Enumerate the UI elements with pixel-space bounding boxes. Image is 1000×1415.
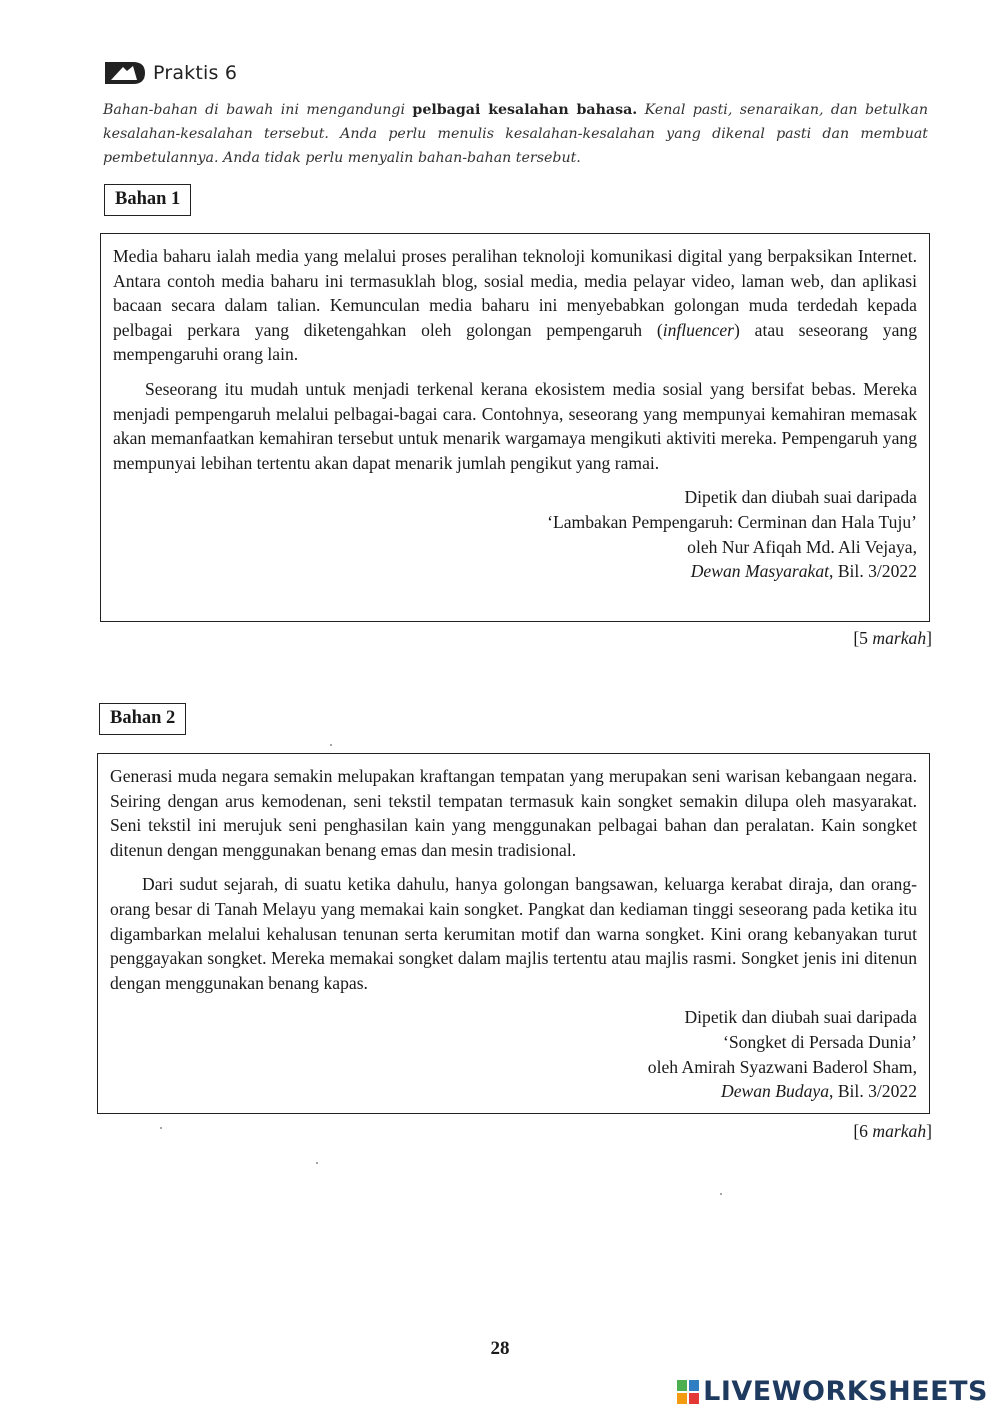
page-number: 28 <box>490 1338 510 1359</box>
bahan-2-label: Bahan 2 <box>99 703 186 735</box>
scan-speck <box>720 1193 722 1195</box>
bahan-2-marks-open: [6 <box>853 1121 873 1141</box>
bahan-1-source-line-3: oleh Nur Afiqah Md. Ali Vejaya, <box>687 536 917 557</box>
bahan-1-publication: Dewan Masyarakat <box>690 561 830 582</box>
bahan-1-source <box>113 485 917 583</box>
bahan-2-passage <box>97 753 930 1114</box>
section-title: Praktis 6 <box>153 62 238 84</box>
bahan-1-marks <box>853 628 932 649</box>
bahan-1-marks-word: markah <box>872 628 927 648</box>
bahan-2-source-line-2: ‘Songket di Persada Dunia’ <box>723 1031 917 1052</box>
scan-speck <box>160 1127 162 1129</box>
scan-speck <box>316 1162 318 1164</box>
bahan-1-passage <box>100 233 930 622</box>
bahan-1-p1-end: ) atau seseorang yang mempengaruhi orang lain. <box>113 319 917 365</box>
practice-badge-icon <box>103 58 147 88</box>
instruction-part-b: Kenal pasti, senaraikan, dan betulkan kesalahan-kesalahan tersebut. Anda perlu menulis kesalahan-kesalahan yang dikenal pasti dan membuat pembetulannya. Anda tidak perlu menyalin bahan-bahan tersebut. <box>103 102 928 166</box>
bahan-2-issue: , Bil. 3/2022 <box>829 1081 917 1102</box>
section-header <box>103 58 237 88</box>
bahan-1-marks-open: [5 <box>853 628 873 648</box>
bahan-1-label: Bahan 1 <box>104 184 191 216</box>
liveworksheets-logo-icon <box>677 1380 699 1404</box>
bahan-2-source-line-4 <box>110 1079 917 1104</box>
bahan-1-paragraph-1 <box>113 244 917 367</box>
bahan-1-paragraph-2: Seseorang itu mudah untuk menjadi terkenal kerana ekosistem media sosial yang bersifat bebas. Mereka menjadi pempengaruh melalui pelbagai-bagai cara. Contohnya, seseorang yang mempunyai kemahiran memasak akan memanfaatkan kemahiran tersebut untuk menarik wargamaya mengikuti aktiviti mereka. Pempengaruh yang mempunyai lebihan tertentu akan dapat menarik jumlah pengikut yang ramai. <box>113 378 917 473</box>
bahan-2-publication: Dewan Budaya <box>721 1081 830 1102</box>
bahan-2-marks-word: markah <box>872 1121 927 1141</box>
instruction-part-a: Bahan-bahan di bawah ini mengandungi <box>103 102 413 118</box>
bahan-1-source-line-1: Dipetik dan diubah suai daripada <box>684 487 917 508</box>
bahan-1-source-line-2: ‘Lambakan Pempengaruh: Cerminan dan Hala Tuju’ <box>547 511 917 532</box>
bahan-2-source-line-3: oleh Amirah Syazwani Baderol Sham, <box>647 1056 917 1077</box>
instruction-bold: pelbagai kesalahan bahasa. <box>412 102 638 118</box>
instruction-text <box>103 98 928 170</box>
bahan-1-p1-text: Media baharu ialah media yang melalui proses peralihan teknoloji komunikasi digital yang berpaksikan Internet. Antara contoh media baharu ini termasuklah blog, sosial media, media pelayar video, laman web, dan aplikasi bacaan secara dalam talian. Kemunculan media baharu ini menyebabkan golongan muda terdedah kepada pelbagai perkara yang diketengahkan oleh golongan pempengaruh ( <box>113 246 917 340</box>
bahan-1-p1-italic: influencer <box>662 319 735 340</box>
bahan-2-source-line-1: Dipetik dan diubah suai daripada <box>684 1007 917 1028</box>
bahan-2-marks <box>853 1121 932 1142</box>
watermark-text: LIVEWORKSHEETS <box>703 1376 988 1407</box>
bahan-1-issue: , Bil. 3/2022 <box>829 561 917 582</box>
bahan-2-source <box>110 1005 917 1103</box>
bahan-1-marks-close: ] <box>926 628 932 648</box>
bahan-2-paragraph-2: Dari sudut sejarah, di suatu ketika dahulu, hanya golongan bangsawan, keluarga kerabat diraja, dan orang-orang besar di Tanah Melayu yang memakai kain songket. Pangkat dan kediaman tinggi seseorang pada ketika itu digambarkan melalui kehalusan tenunan serta kerumitan motif dan warna songket. Kini orang kebanyakan turut penggayakan songket. Mereka memakai songket dalam majlis tertentu atau majlis rasmi. Songket jenis ini ditenun dengan menggunakan benang kapas. <box>110 874 917 993</box>
bahan-1-source-line-4 <box>113 559 917 584</box>
scan-speck <box>330 744 332 746</box>
bahan-2-marks-close: ] <box>926 1121 932 1141</box>
liveworksheets-watermark[interactable] <box>677 1376 988 1407</box>
bahan-2-paragraph-1: Generasi muda negara semakin melupakan kraftangan tempatan yang merupakan seni warisan kebangaan negara. Seiring dengan arus kemodenan, seni tekstil tempatan termasuk kain songket semakin dilupa oleh masyarakat. Seni tekstil ini merujuk seni penghasilan kain yang menggunakan pelbagai bahan dan peralatan. Kain songket ditenun dengan menggunakan benang emas dan mesin tradisional. <box>110 766 917 860</box>
